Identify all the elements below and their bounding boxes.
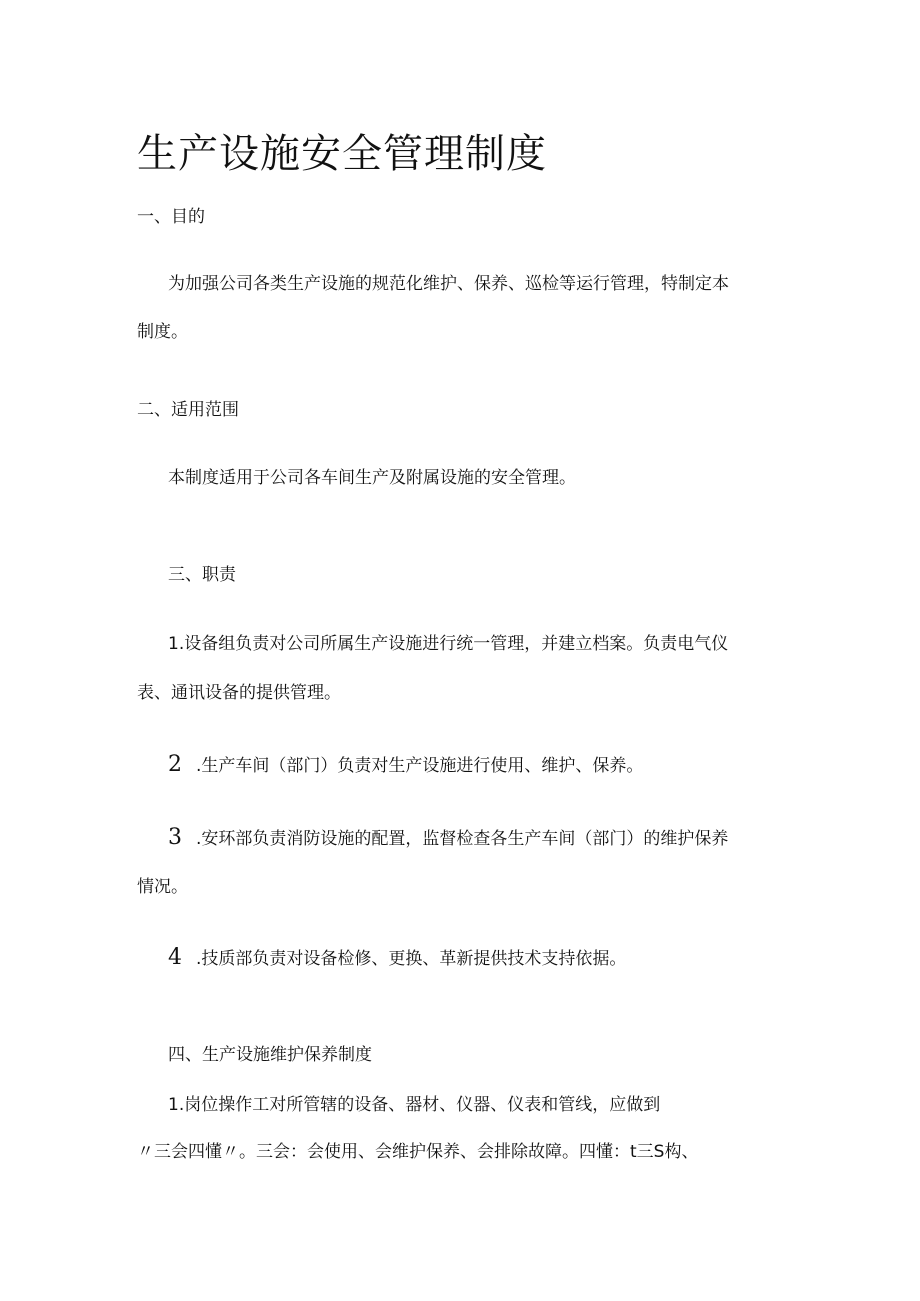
item-text: .安环部负责消防设施的配置，监督检查各生产车间（部门）的维护保养 <box>196 829 729 849</box>
section-heading-maintenance: 四、生产设施维护保养制度 <box>168 1045 372 1065</box>
section-heading-scope: 二、适用范围 <box>137 400 239 420</box>
item-number: 2 <box>168 752 182 777</box>
maintenance-item-1-line-2: 〃三会四懂〃。三会：会使用、会维护保养、会排除故障。四懂：t三S构、 <box>137 1142 699 1162</box>
maintenance-item-1-line-1: 1.岗位操作工对所管辖的设备、器材、仪器、仪表和管线，应做到 <box>168 1095 661 1115</box>
responsibility-item-1-line-1: 1.设备组负责对公司所属生产设施进行统一管理，并建立档案。负责电气仪 <box>168 634 729 654</box>
item-number: 4 <box>168 945 182 970</box>
document-title: 生产设施安全管理制度 <box>137 131 547 177</box>
item-text: .生产车间（部门）负责对生产设施进行使用、维护、保养。 <box>196 756 644 776</box>
purpose-body-line-1: 为加强公司各类生产设施的规范化维护、保养、巡检等运行管理，特制定本 <box>168 274 729 294</box>
responsibility-item-2 <box>168 753 643 778</box>
section-heading-purpose: 一、目的 <box>137 207 205 227</box>
responsibility-item-1-line-2: 表、通讯设备的提供管理。 <box>137 683 341 703</box>
scope-body: 本制度适用于公司各车间生产及附属设施的安全管理。 <box>168 468 576 488</box>
section-heading-responsibilities: 三、职责 <box>168 565 236 585</box>
responsibility-item-3-line-2: 情况。 <box>137 877 188 897</box>
item-text: .技质部负责对设备检修、更换、革新提供技术支持依据。 <box>196 949 627 969</box>
item-number: 3 <box>168 825 182 850</box>
responsibility-item-3-line-1 <box>168 826 728 851</box>
purpose-body-line-2: 制度。 <box>137 322 188 342</box>
responsibility-item-4 <box>168 946 626 971</box>
